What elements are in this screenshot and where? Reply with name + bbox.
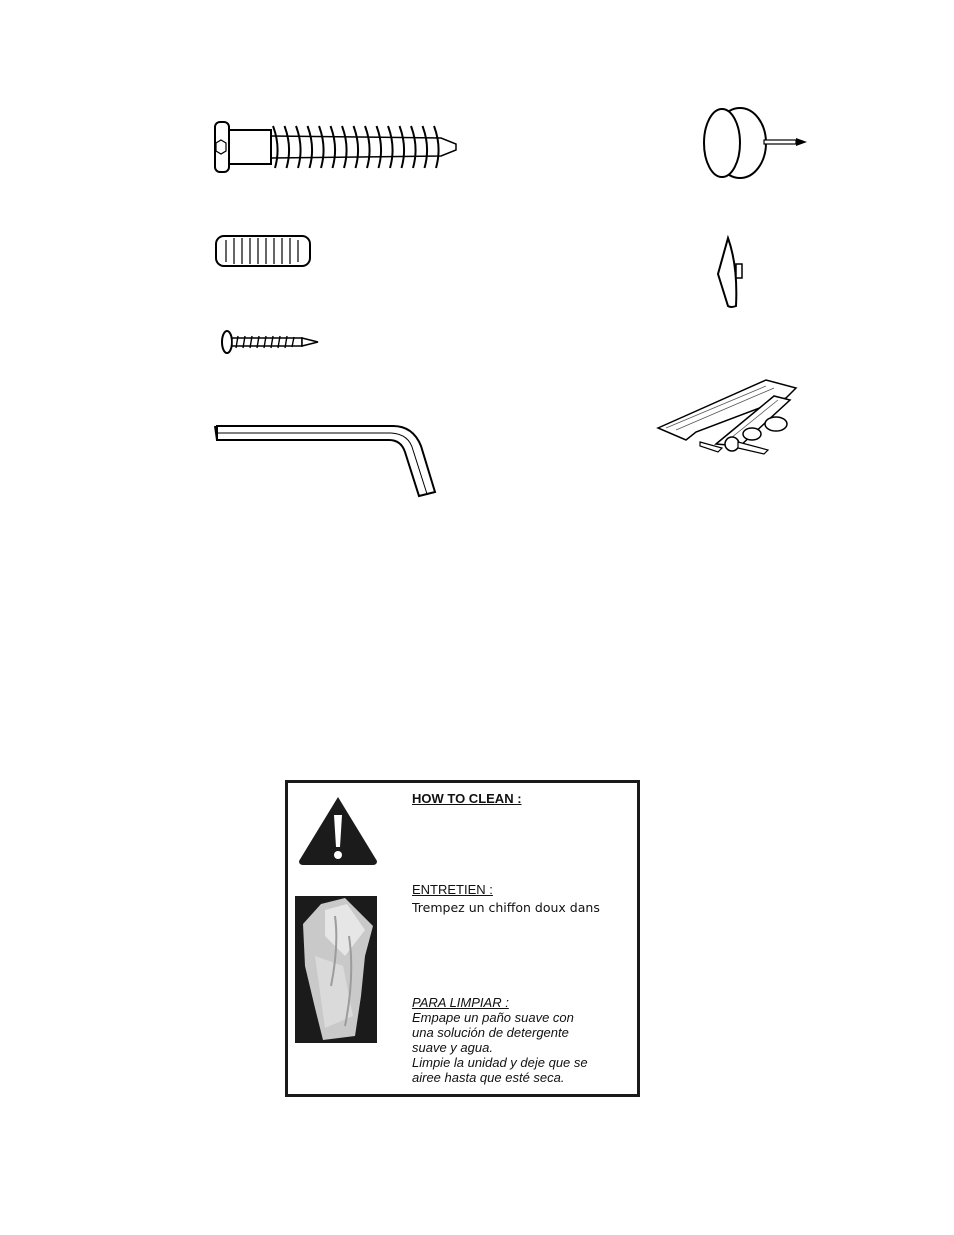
bolt-thread [319, 126, 324, 168]
spanish-line: Empape un paño suave con [412, 1010, 574, 1025]
bolt-thread [308, 126, 313, 168]
bolt-thread [331, 126, 336, 168]
bolt-thread [400, 126, 405, 168]
bolt-thread [388, 126, 393, 168]
felt-pad-nail [700, 104, 810, 182]
french-text: Trempez un chiffon doux dans [412, 900, 600, 915]
spanish-line: suave y agua. [412, 1040, 493, 1055]
bolt-thread [285, 126, 290, 168]
bolt-thread [342, 126, 347, 168]
cloth-icon [295, 896, 377, 1043]
spanish-line: airee hasta que esté seca. [412, 1070, 565, 1085]
french-heading: ENTRETIEN : [412, 882, 493, 897]
allen-key [213, 420, 443, 502]
cleaning-instructions-box [285, 780, 640, 1097]
bolt-thread [434, 126, 439, 168]
spanish-line: Limpie la unidad y deje que se [412, 1055, 588, 1070]
warning-icon [297, 795, 379, 867]
connector-bolt [213, 118, 463, 176]
bolt-thread [411, 126, 416, 168]
bolt-thread [296, 126, 301, 168]
small-screw [220, 329, 320, 355]
anti-tip-strap-kit [656, 376, 804, 460]
english-heading: HOW TO CLEAN : [412, 791, 522, 806]
bolt-thread [273, 126, 278, 168]
glide [716, 236, 746, 310]
spanish-line: una solución de detergente [412, 1025, 569, 1040]
spanish-heading: PARA LIMPIAR : [412, 995, 509, 1010]
bolt-thread [365, 126, 370, 168]
spanish-text [412, 1010, 632, 1085]
bolt-thread [354, 126, 359, 168]
wooden-dowel [214, 234, 314, 268]
bolt-thread [423, 126, 428, 168]
bolt-thread [377, 126, 382, 168]
